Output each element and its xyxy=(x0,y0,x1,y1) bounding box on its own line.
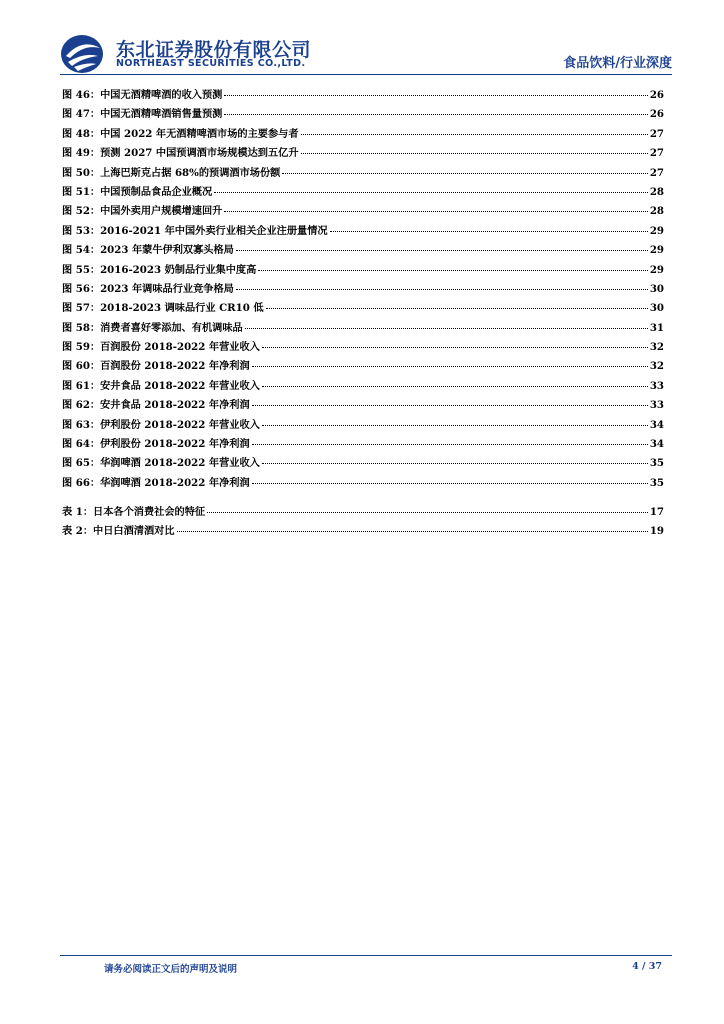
toc-entry[interactable] xyxy=(62,435,664,454)
toc-entry-label: 图 49：预测 2027 中国预调酒市场规模达到五亿升 xyxy=(62,147,299,160)
toc-leader xyxy=(252,444,648,445)
toc-entry[interactable] xyxy=(62,183,664,202)
toc-entry[interactable] xyxy=(62,164,664,183)
toc-entry-page: 29 xyxy=(649,244,664,257)
header-divider xyxy=(60,74,672,75)
toc-leader xyxy=(301,153,648,154)
toc-entry[interactable] xyxy=(62,202,664,221)
toc-entry[interactable] xyxy=(62,86,664,105)
toc-leader xyxy=(214,192,648,193)
toc-leader xyxy=(207,512,648,513)
toc-entry-label: 图 53：2016-2021 年中国外卖行业相关企业注册量情况 xyxy=(62,224,328,237)
disclaimer-note: 请务必阅读正文后的声明及说明 xyxy=(104,964,238,975)
toc-entry[interactable] xyxy=(62,261,664,280)
toc-entry-page: 17 xyxy=(649,506,664,518)
toc-leader xyxy=(262,463,648,464)
toc-entry-label: 图 59：百润股份 2018-2022 年营业收入 xyxy=(62,341,260,354)
toc-leader xyxy=(177,531,648,532)
toc-entry-label: 图 47：中国无酒精啤酒销售量预测 xyxy=(62,108,223,121)
toc-leader xyxy=(252,366,648,367)
toc-entry-label: 图 50：上海巴斯克占据 68%的预调酒市场份额 xyxy=(62,166,281,179)
toc-entry-label: 图 63：伊利股份 2018-2022 年营业收入 xyxy=(62,418,260,431)
company-name-en: NORTHEAST SECURITIES CO.,LTD. xyxy=(116,58,306,69)
toc-entry-label: 图 66：华润啤酒 2018-2022 年净利润 xyxy=(62,476,250,489)
toc-entry-label: 图 54：2023 年蒙牛伊利双寡头格局 xyxy=(62,244,234,257)
toc-leader xyxy=(266,308,648,309)
toc-entry-page: 27 xyxy=(649,147,664,160)
toc-entry-page: 26 xyxy=(649,89,664,101)
figure-list xyxy=(62,86,664,493)
toc-entry[interactable] xyxy=(62,299,664,318)
toc-leader xyxy=(236,250,648,251)
toc-leader xyxy=(282,173,647,174)
toc-entry-page: 35 xyxy=(649,476,664,489)
toc-leader xyxy=(301,134,648,135)
toc-entry-label: 图 65：华润啤酒 2018-2022 年营业收入 xyxy=(62,457,260,470)
toc-entry-page: 27 xyxy=(649,127,664,140)
toc-leader xyxy=(262,347,648,348)
toc-entry-page: 27 xyxy=(649,166,664,179)
toc-entry[interactable] xyxy=(62,416,664,435)
toc-leader xyxy=(252,405,648,406)
toc-entry-page: 19 xyxy=(649,525,664,538)
toc-entry-page: 34 xyxy=(649,438,664,451)
table-list xyxy=(62,503,664,542)
toc-leader xyxy=(245,328,648,329)
toc-entry-page: 26 xyxy=(649,108,664,121)
toc-entry[interactable] xyxy=(62,125,664,144)
toc-entry[interactable] xyxy=(62,503,664,522)
page-number: 4 / 37 xyxy=(632,961,662,972)
toc-entry-label: 图 57：2018-2023 调味品行业 CR10 低 xyxy=(62,302,264,315)
toc-entry-page: 33 xyxy=(649,379,664,392)
toc-entry-label: 图 60：百润股份 2018-2022 年净利润 xyxy=(62,360,250,373)
toc-entry-label: 图 51：中国预制品食品企业概况 xyxy=(62,185,213,198)
toc-entry-label: 图 55：2016-2023 奶制品行业集中度高 xyxy=(62,263,257,276)
toc-entry[interactable] xyxy=(62,280,664,299)
report-category: 食品饮料/行业深度 xyxy=(563,56,672,71)
toc-entry-page: 34 xyxy=(649,418,664,431)
company-name-cn: 东北证券股份有限公司 xyxy=(116,39,312,61)
toc-entry-page: 30 xyxy=(649,302,664,315)
toc-entry-page: 30 xyxy=(649,282,664,295)
toc-entry-label: 图 62：安井食品 2018-2022 年净利润 xyxy=(62,399,250,412)
toc-entry[interactable] xyxy=(62,105,664,124)
toc-entry-page: 32 xyxy=(649,341,664,354)
toc-entry-label: 图 52：中国外卖用户规模增速回升 xyxy=(62,205,223,218)
toc-leader xyxy=(224,211,647,212)
toc-entry[interactable] xyxy=(62,241,664,260)
toc-entry-label: 图 61：安井食品 2018-2022 年营业收入 xyxy=(62,379,260,392)
toc-entry[interactable] xyxy=(62,396,664,415)
page-header xyxy=(60,34,672,74)
company-logo-icon xyxy=(60,34,108,74)
toc-entry[interactable] xyxy=(62,319,664,338)
toc-entry-page: 28 xyxy=(649,185,664,198)
toc-entry-label: 表 2：中日白酒清酒对比 xyxy=(62,525,175,538)
toc-entry[interactable] xyxy=(62,377,664,396)
toc-entry[interactable] xyxy=(62,222,664,241)
toc-entry-page: 29 xyxy=(649,263,664,276)
toc-entry[interactable] xyxy=(62,474,664,493)
toc-entry[interactable] xyxy=(62,357,664,376)
toc-leader xyxy=(258,270,648,271)
toc-leader xyxy=(262,386,648,387)
toc-leader xyxy=(224,114,647,115)
toc-entry[interactable] xyxy=(62,338,664,357)
toc-entry-page: 31 xyxy=(649,321,664,334)
toc-leader xyxy=(236,289,648,290)
toc-entry-label: 表 1：日本各个消费社会的特征 xyxy=(62,506,206,518)
toc-entry[interactable] xyxy=(62,144,664,163)
toc-entry-page: 32 xyxy=(649,360,664,373)
toc-entry-label: 图 58：消费者喜好零添加、有机调味品 xyxy=(62,321,243,334)
toc-entry[interactable] xyxy=(62,454,664,473)
toc-entry-page: 33 xyxy=(649,399,664,412)
toc-entry-label: 图 56：2023 年调味品行业竞争格局 xyxy=(62,282,234,295)
toc-entry[interactable] xyxy=(62,522,664,541)
toc-entry-page: 28 xyxy=(649,205,664,218)
toc-entry-label: 图 64：伊利股份 2018-2022 年净利润 xyxy=(62,438,250,451)
toc-leader xyxy=(224,95,647,96)
footer-divider xyxy=(60,955,672,956)
toc-entry-page: 29 xyxy=(649,224,664,237)
toc-entry-label: 图 46：中国无酒精啤酒的收入预测 xyxy=(62,89,223,101)
toc-entry-label: 图 48：中国 2022 年无酒精啤酒市场的主要参与者 xyxy=(62,127,299,140)
toc-leader xyxy=(252,483,648,484)
toc-entry-page: 35 xyxy=(649,457,664,470)
toc-leader xyxy=(262,425,648,426)
toc-leader xyxy=(330,231,648,232)
